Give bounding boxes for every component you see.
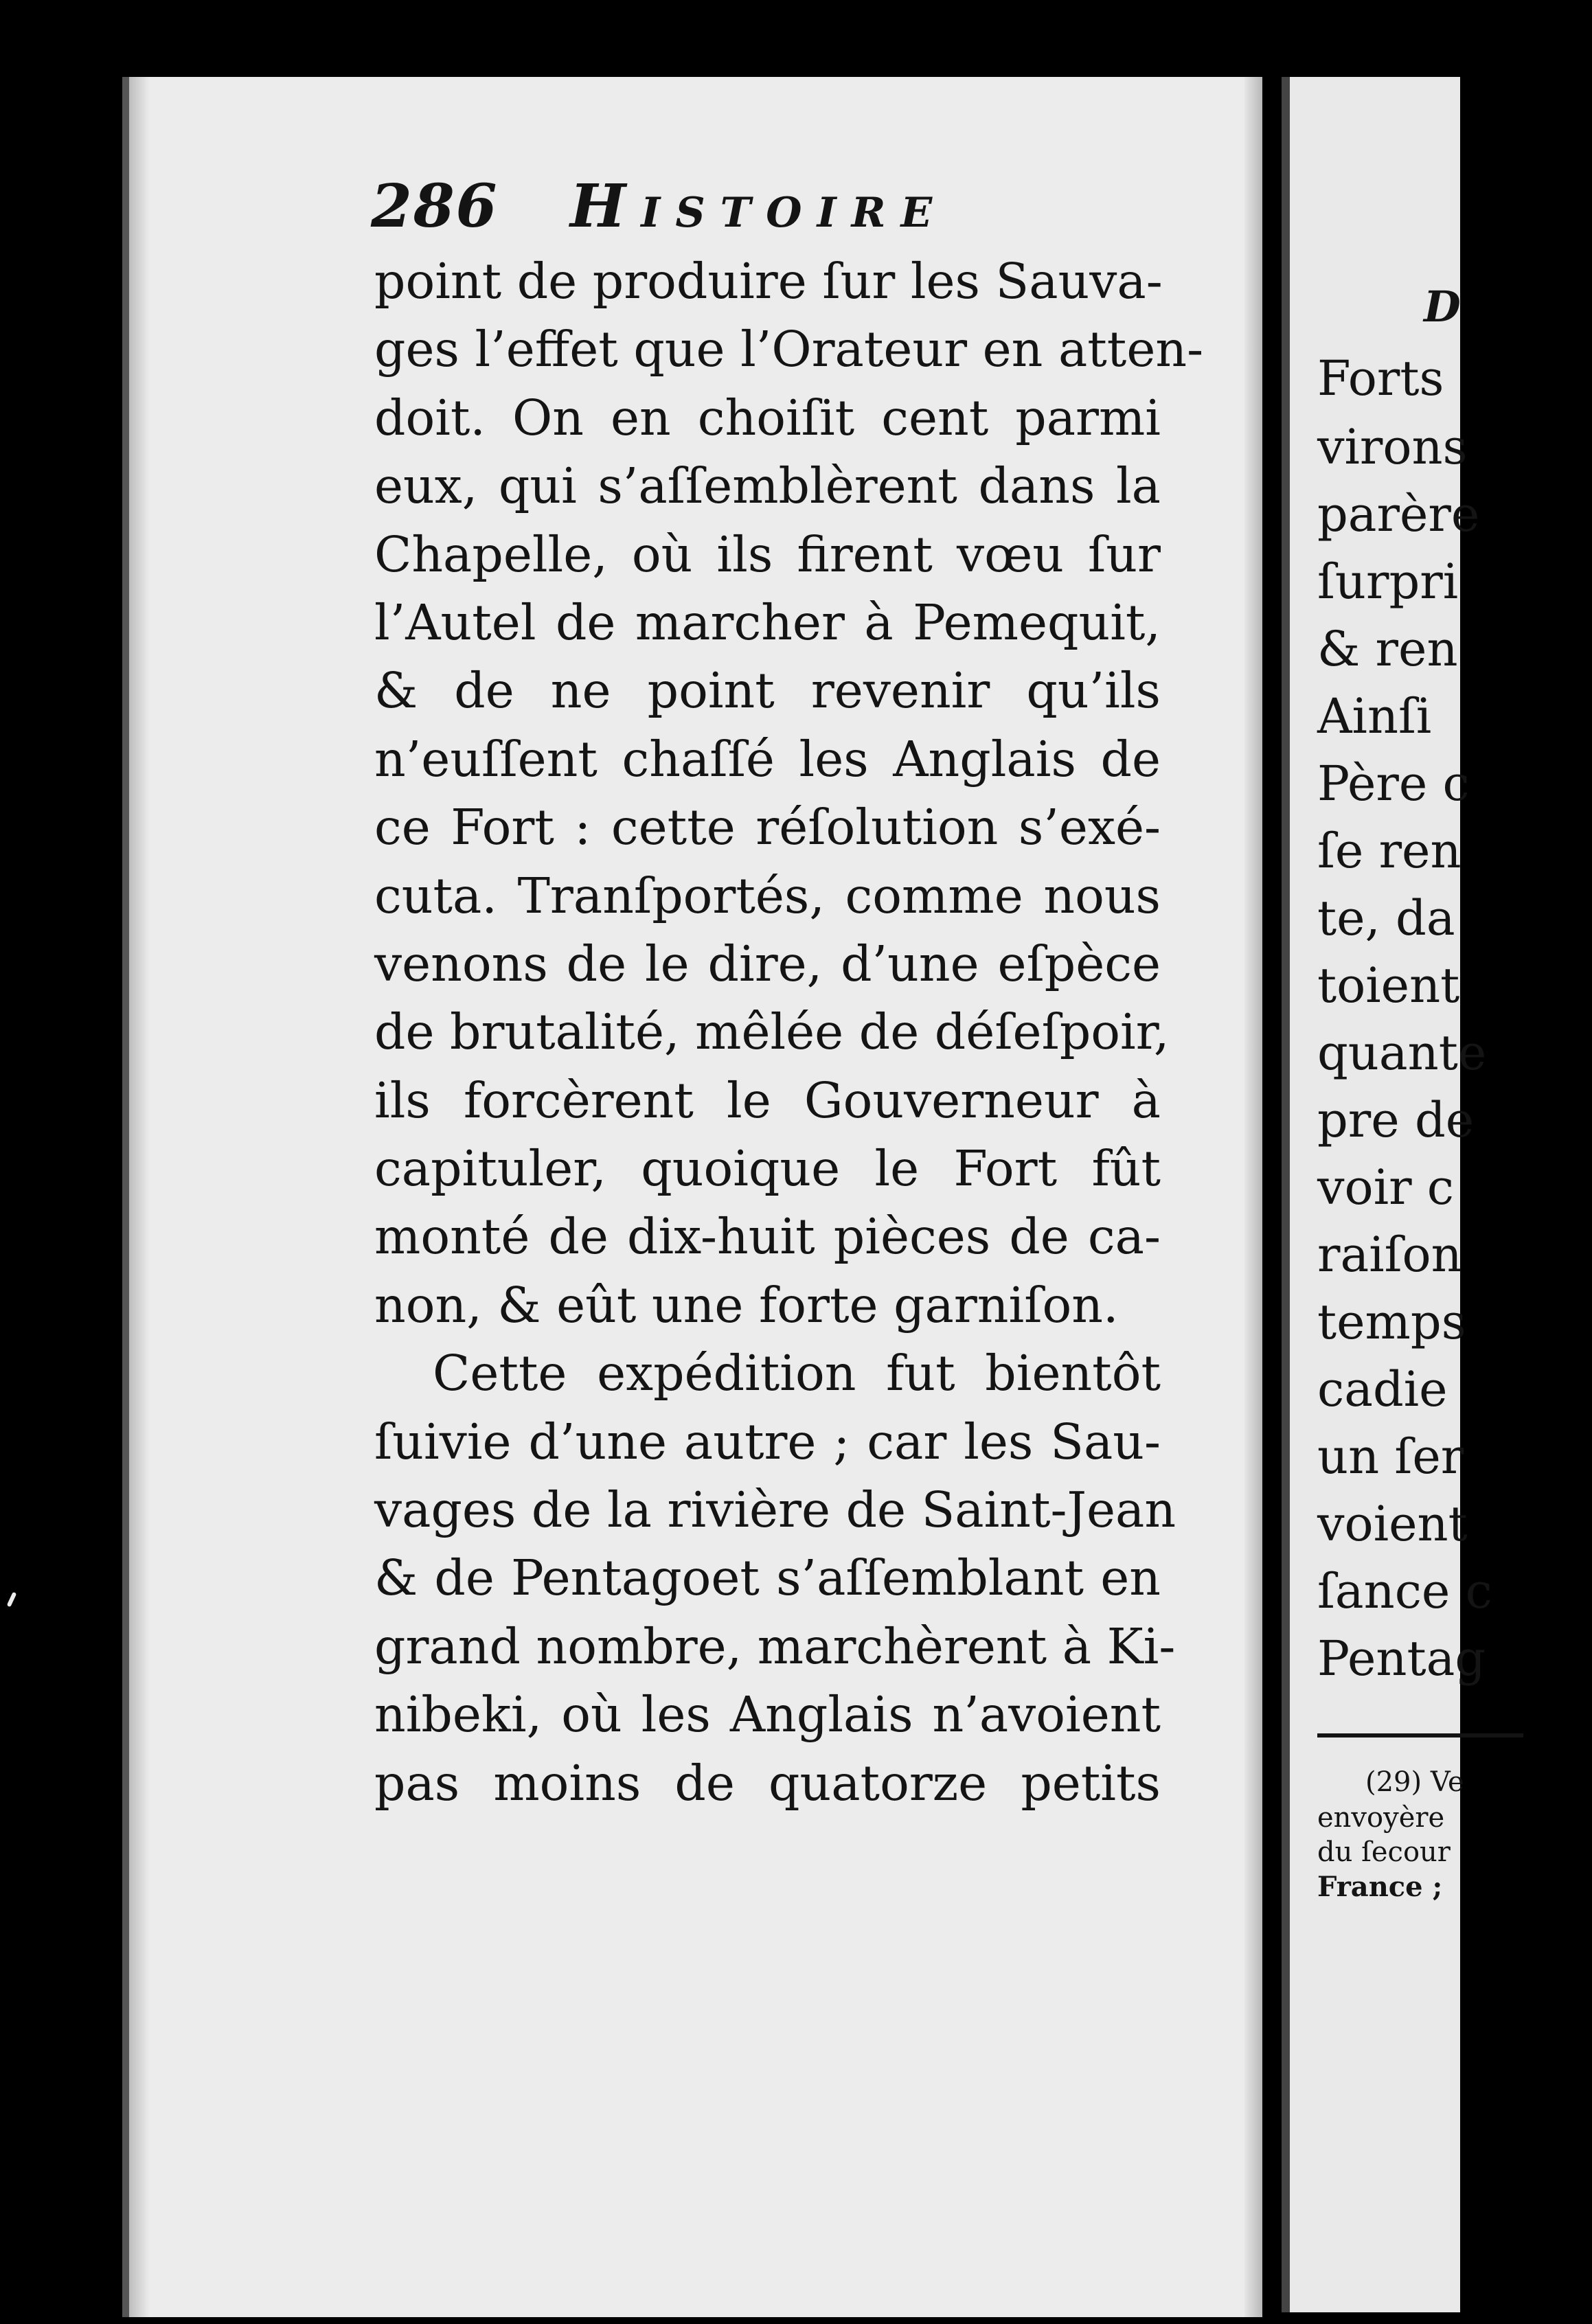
page-number: 286 bbox=[371, 172, 499, 241]
right-page bbox=[1282, 77, 1492, 2312]
text-line: l’Autel de marcher à Pemequit, bbox=[374, 593, 1161, 651]
text-line: quante bbox=[1317, 1025, 1487, 1081]
text-line: Forts bbox=[1317, 350, 1444, 407]
text-line: cadie bbox=[1317, 1361, 1448, 1417]
text-line: pre de bbox=[1317, 1092, 1475, 1148]
footnote-line: du ſecour bbox=[1317, 1836, 1451, 1868]
text-line: ſance c bbox=[1317, 1563, 1492, 1619]
text-line: & de ne point revenir qu’ils bbox=[374, 662, 1161, 720]
text-line: doit. On en choiſit cent parmi bbox=[374, 389, 1161, 446]
text-line: Chapelle, où ils firent vœu ſur bbox=[374, 525, 1161, 583]
footnote-line: envoyère bbox=[1317, 1802, 1445, 1834]
running-head bbox=[371, 172, 1099, 254]
text-line: pas moins de quatorze petits bbox=[374, 1754, 1161, 1812]
footnote-line: France ; bbox=[1317, 1871, 1443, 1903]
text-line: & ren bbox=[1317, 621, 1458, 677]
text-line: & de Pentagoet s’aſſemblant en bbox=[374, 1549, 1161, 1607]
text-line: monté de dix-huit pièces de ca- bbox=[374, 1208, 1161, 1266]
footnote-rule bbox=[1317, 1733, 1523, 1738]
text-line: grand nombre, marchèrent à Ki- bbox=[374, 1617, 1176, 1675]
text-line: nibeki, où les Anglais n’avoient bbox=[374, 1686, 1161, 1744]
text-line: raiſon bbox=[1317, 1227, 1462, 1283]
text-line: virons bbox=[1317, 419, 1468, 475]
text-line: de brutalité, mêlée de déſeſpoir, bbox=[374, 1003, 1170, 1061]
page-edge-shadow bbox=[1244, 77, 1262, 2317]
text-line: point de produire ſur les Sauva- bbox=[374, 253, 1163, 310]
text-line: parère bbox=[1317, 486, 1480, 543]
text-line: Ainſi bbox=[1317, 688, 1432, 744]
text-line: ils forcèrent le Gouverneur à bbox=[374, 1071, 1161, 1129]
text-line: cuta. Tranſportés, comme nous bbox=[374, 867, 1161, 924]
text-line: temps bbox=[1317, 1294, 1466, 1350]
text-line: ſurpri bbox=[1317, 554, 1459, 610]
text-line: ce Fort : cette réſolution s’exé- bbox=[374, 799, 1161, 856]
text-line: ſuivie d’une autre ; car les Sau- bbox=[374, 1413, 1161, 1470]
text-line: toient bbox=[1317, 957, 1460, 1014]
text-line: capituler, quoique le Fort fût bbox=[374, 1140, 1161, 1198]
text-line: vages de la rivière de Saint-Jean bbox=[374, 1481, 1176, 1539]
text-line: ſe ren bbox=[1317, 823, 1462, 879]
text-line: eux, qui s’aſſemblèrent dans la bbox=[374, 457, 1161, 515]
text-line: te, da bbox=[1317, 890, 1455, 946]
gutter-shadow bbox=[129, 77, 150, 2317]
text-line: n’euſſent chaſſé les Anglais de bbox=[374, 730, 1161, 788]
text-line: voient bbox=[1317, 1496, 1468, 1552]
text-line: un ſer bbox=[1317, 1428, 1464, 1485]
body-text bbox=[374, 247, 1204, 1817]
right-running-head: D bbox=[1424, 282, 1461, 332]
text-line: ges l’effet que l’Orateur en atten- bbox=[374, 321, 1204, 378]
text-line: Père c bbox=[1317, 755, 1470, 812]
text-line: voir c bbox=[1317, 1159, 1454, 1216]
text-line: Cette expédition fut bientôt bbox=[433, 1345, 1161, 1402]
scan-speck bbox=[7, 1592, 17, 1607]
text-line: non, & eût une forte garniſon. bbox=[374, 1276, 1119, 1334]
text-line: Pentag bbox=[1317, 1630, 1486, 1687]
footnote-line: (29) Ve bbox=[1365, 1766, 1464, 1798]
running-head-title: Histoire bbox=[570, 172, 948, 241]
text-line: venons de le dire, d’une eſpèce bbox=[374, 935, 1161, 992]
